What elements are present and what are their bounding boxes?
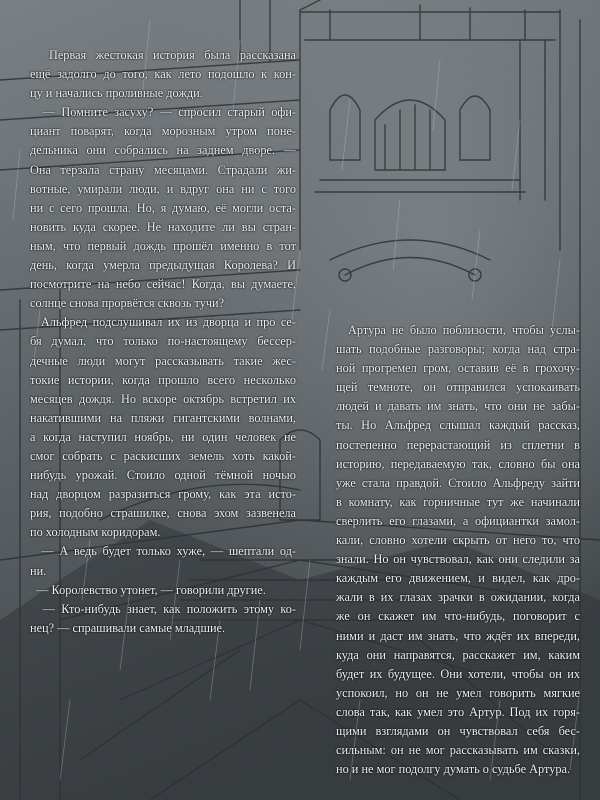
- text-line: нибудь урожай. Стоило одной тёмной ночью: [30, 468, 296, 483]
- text-line: месяцев дождя. Но вскоре октябрь встретил их: [30, 391, 296, 406]
- text-line: солнце снова прорвётся сквозь тучи?: [30, 296, 225, 311]
- text-line: постепенно перерастающий из сплетни в: [336, 437, 580, 452]
- text-line: — А ведь будет только хуже, — шептали од-: [30, 544, 296, 559]
- text-line: ними и даст им знать, что ждёт их впереди,: [336, 628, 580, 643]
- text-line: Альфред подслушивал их из дворца и про се-: [30, 315, 296, 330]
- text-line: слова так, как умел это Артур. Под их горя-: [336, 704, 580, 719]
- text-line: каждым его движением, и видел, как дро-: [336, 571, 580, 586]
- text-line: а когда наступил ноябрь, ни один человек не: [30, 429, 296, 444]
- text-line: день, когда умерла предыдущая Королева? И: [30, 258, 296, 273]
- text-line: сверлить его глазами, а официантки замол-: [336, 513, 580, 528]
- text-line: ни с сего прошла. Но, я думаю, её могли оста-: [30, 200, 296, 215]
- text-line: уже стала правдой. Стоило Альфреду зайти: [336, 475, 580, 490]
- text-line: ещё задолго до того, как лето подошло к кон-: [30, 67, 296, 82]
- text-line: жали в их глазах зрачки в ожидании, когда: [336, 590, 580, 605]
- text-line: — Помните засуху? — спросил старый офи-: [30, 105, 296, 120]
- text-line: над дворцом разразиться грому, как эта исто-: [30, 487, 296, 502]
- text-line: ной прогремел гром, оставив её в грохочу-: [336, 361, 580, 376]
- text-line: щими взглядами он чувствовал себя бес-: [336, 723, 580, 738]
- story-text-left-column: [30, 46, 296, 638]
- text-line: цу и начались проливные дожди.: [30, 86, 203, 101]
- text-line: куда они направятся, расскажет им, каким: [336, 647, 580, 662]
- text-line: успокоил, но он не умел говорить мягкие: [336, 685, 580, 700]
- text-line: по холодным коридорам.: [30, 525, 161, 540]
- text-line: токие истории, когда прошло всего несколько: [30, 372, 296, 387]
- text-line: же он скажет им что-нибудь, поговорит с: [336, 609, 580, 624]
- text-line: дечные люди могут рассказывать такие жес-: [30, 353, 296, 368]
- text-line: ным, что первый дождь прошёл именно в тот: [30, 238, 296, 253]
- text-line: в комнату, как горничные тут же начинали: [336, 494, 580, 509]
- text-line: бя думал, что только по-настоящему бессер-: [30, 334, 296, 349]
- text-line: но и не мог подолгу думать о судьбе Артура.: [336, 762, 571, 777]
- text-line: знали. Но он чувствовал, как они следили за: [336, 552, 580, 567]
- text-line: Первая жестокая история была рассказана: [30, 48, 296, 62]
- text-line: рия, подобно страшилке, снова эхом зазвенела: [30, 506, 296, 521]
- text-line: историю, передаваемую так, словно бы она: [336, 456, 580, 471]
- text-line: людей и давать им знать, что они не забы-: [336, 399, 580, 414]
- text-line: посмотрите на небо сейчас! Когда, вы думаете,: [30, 277, 296, 292]
- text-line: — Королевство утонет, — говорили другие.: [30, 582, 266, 597]
- text-line: ни.: [30, 563, 47, 578]
- text-line: вотные, умирали люди, и вдруг она ни с того: [30, 181, 296, 196]
- text-line: Она терзала страну месяцами. Страдали жи-: [30, 162, 296, 177]
- text-line: Артура не было поблизости, чтобы услы-: [336, 323, 580, 337]
- text-line: — Кто-нибудь знает, как положить этому ко-: [30, 601, 296, 616]
- text-line: сильным: он не мог рассказывать им сказки,: [336, 743, 580, 758]
- text-line: накатившими на пляжи гигантскими волнами,: [30, 410, 296, 425]
- text-line: шать подобные разговоры; когда над стра-: [336, 342, 580, 357]
- text-line: циант поварят, когда морозным утром поне-: [30, 124, 296, 139]
- text-line: кали, словно хотели скрыть от него то, что: [336, 533, 580, 548]
- text-line: дельника они собрались на заднем дворе. —: [30, 143, 296, 158]
- text-line: смог собрать с раскисших земель хоть какой-: [30, 448, 296, 463]
- text-line: щей темноте, он отправился успокаивать: [336, 380, 580, 395]
- text-line: ты. Но Альфред слышал каждый рассказ,: [336, 418, 580, 433]
- text-line: новить куда скорее. Не находите ли вы стран-: [30, 219, 296, 234]
- story-text-right-column: [336, 321, 580, 779]
- text-line: будет их будущее. Они хотели, чтобы он их: [336, 666, 580, 681]
- text-line: нец? — спрашивали самые младшие.: [30, 620, 226, 635]
